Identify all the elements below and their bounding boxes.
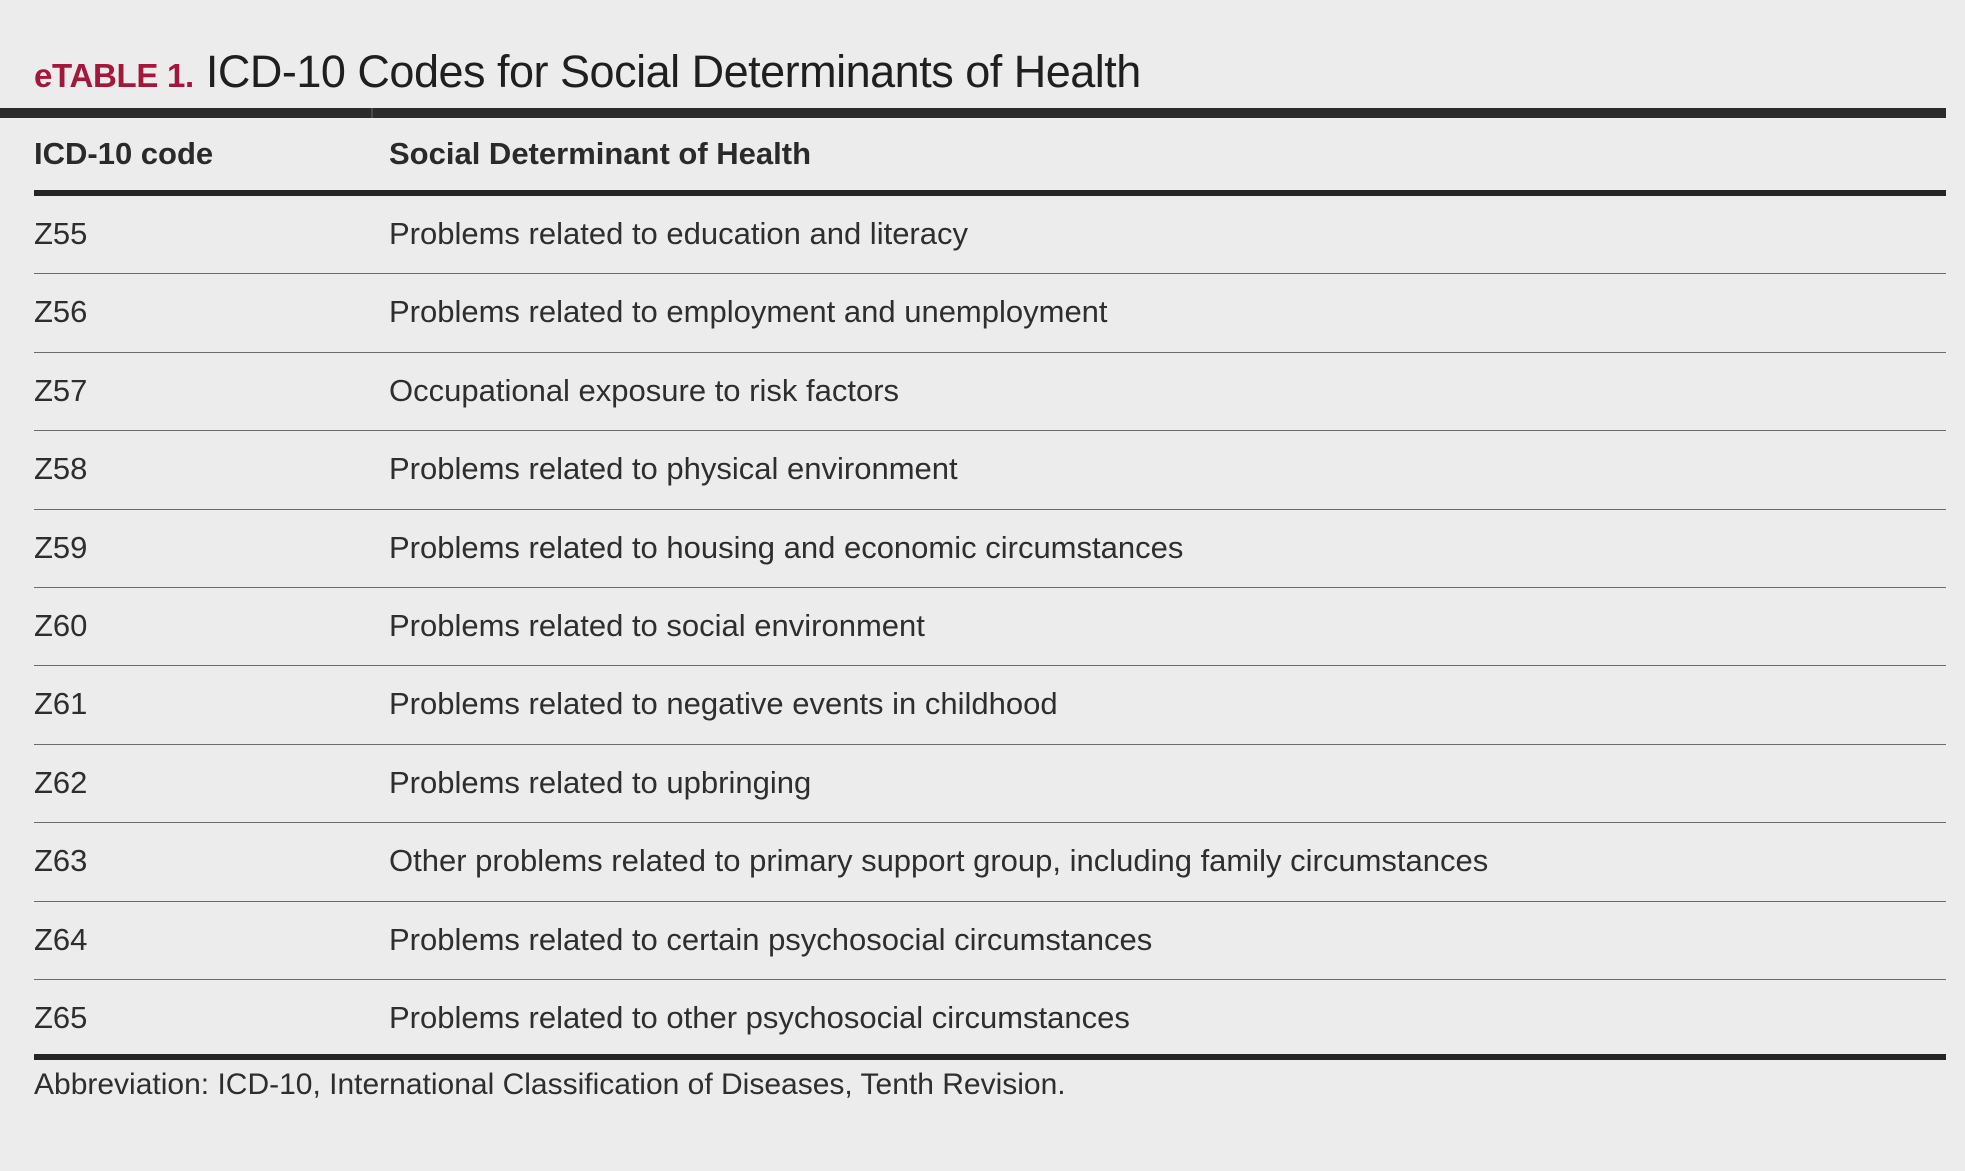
table-footnote: Abbreviation: ICD-10, International Classification of Diseases, Tenth Revision. [34, 1068, 1066, 1101]
table-body [34, 196, 1946, 1060]
title-rule-divider [371, 108, 373, 118]
determinant-description-cell: Problems related to certain psychosocial circumstances [389, 921, 1153, 957]
icd-code-cell: Z55 [34, 216, 88, 251]
table-header-row [34, 118, 1946, 196]
icd-code-cell: Z60 [34, 607, 88, 643]
determinant-description-cell: Problems related to housing and economic circumstances [389, 529, 1184, 565]
determinant-description-cell: Problems related to employment and unemployment [389, 294, 1108, 330]
table-row [34, 745, 1946, 823]
table-row [34, 353, 1946, 431]
table-label: eTABLE 1. [34, 57, 194, 94]
determinant-description-cell: Other problems related to primary support group, including family circumstances [389, 843, 1489, 879]
icd-code-cell: Z58 [34, 451, 88, 487]
table-row [34, 196, 1946, 274]
icd-code-cell: Z63 [34, 843, 88, 879]
icd-table [34, 118, 1946, 1060]
icd-code-cell: Z64 [34, 921, 88, 957]
icd-code-cell: Z65 [34, 999, 88, 1035]
table-title [34, 42, 1141, 102]
determinant-description-cell: Problems related to social environment [389, 607, 925, 643]
table-row [34, 431, 1946, 509]
determinant-description-cell: Occupational exposure to risk factors [389, 372, 900, 408]
icd-code-cell: Z59 [34, 529, 88, 565]
column-header-code: ICD-10 code [34, 136, 214, 171]
icd-code-cell: Z57 [34, 372, 88, 408]
table-title-text: ICD-10 Codes for Social Determinants of Health [205, 46, 1141, 97]
determinant-description-cell: Problems related to negative events in childhood [389, 686, 1058, 722]
table-row [34, 666, 1946, 744]
column-header-description: Social Determinant of Health [389, 136, 812, 171]
determinant-description-cell: Problems related to upbringing [389, 764, 812, 800]
table-row [34, 588, 1946, 666]
table-row [34, 823, 1946, 901]
table-row [34, 980, 1946, 1060]
icd-code-cell: Z56 [34, 294, 88, 330]
determinant-description-cell: Problems related to education and literacy [389, 216, 968, 251]
determinant-description-cell: Problems related to other psychosocial circumstances [389, 999, 1130, 1035]
determinant-description-cell: Problems related to physical environment [389, 451, 958, 487]
icd-code-cell: Z61 [34, 686, 88, 722]
title-rule [0, 108, 1946, 118]
table-row [34, 510, 1946, 588]
icd-code-cell: Z62 [34, 764, 88, 800]
table-row [34, 902, 1946, 980]
table-row [34, 274, 1946, 352]
